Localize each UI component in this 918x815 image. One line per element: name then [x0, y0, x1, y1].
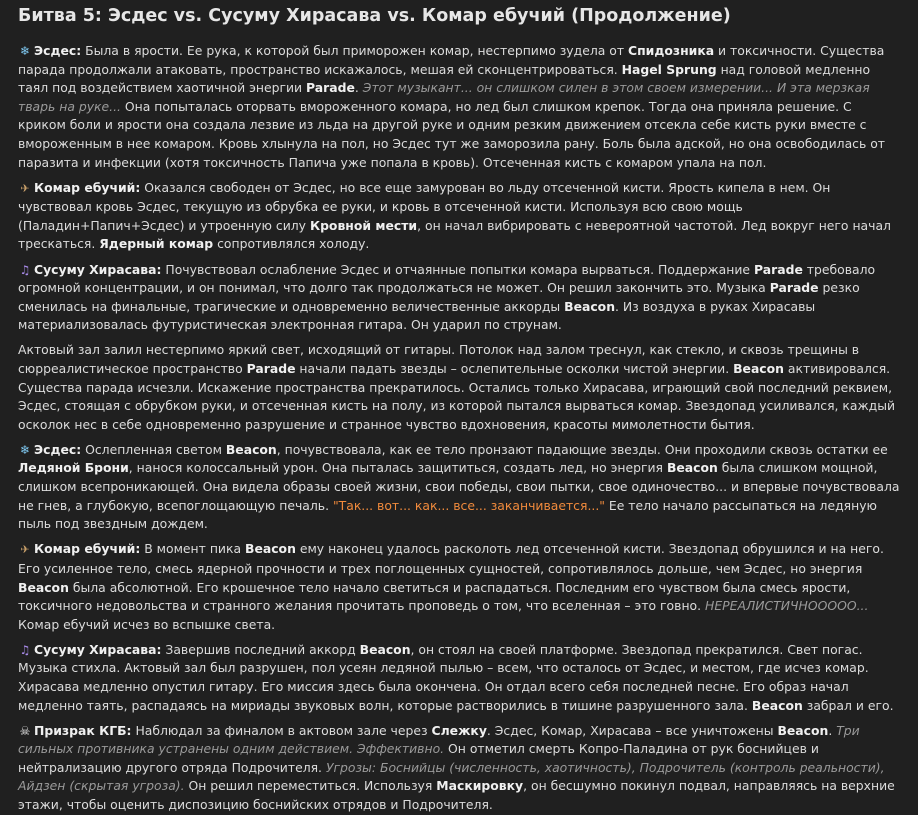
- speaker-label: Сусуму Хирасава:: [34, 261, 162, 277]
- bold-term: Ядерный комар: [99, 236, 214, 252]
- text-span: , почувствовала, как ее тело пронзают падающие звезды. Они проходили сквозь остатки ее: [276, 441, 888, 457]
- snowflake-icon: ❄: [19, 442, 31, 457]
- paragraph-ghost: [18, 722, 900, 815]
- text-span: . Из воздуха в руках Хирасавы материализовалась футуристическая электронная гитара. Он ударил по струнам.: [18, 298, 816, 333]
- text-span: .: [354, 80, 363, 96]
- speaker-label: Эсдес:: [34, 441, 82, 457]
- bold-term: Beacon: [245, 541, 296, 557]
- page-title: Битва 5: Эсдес vs. Сусуму Хирасава vs. Комар ебучий (Продолжение): [18, 6, 731, 26]
- speaker-label: Комар ебучий:: [34, 179, 141, 195]
- text-span: требовало огромной концентрации, и он понимал, что долго так продолжаться не может. Он решил закончить это. Музыка: [18, 261, 876, 296]
- bold-term: Hagel Sprung: [621, 61, 717, 77]
- text-span: активировался. Существа парада исчезли. Искажение пространства прекратилось. Остались только Хирасава, играющий свой последний реквием, Эсдес, стоящая с обрубком руки, и отсеченная кисть на полу, из которой пытался вырваться комар. Звездопад усиливался, каждый осколок нес в себе одновременно разрушение и странное чувство вдохновения, красоты мимолетности бытия.: [18, 361, 896, 432]
- text-span: Завершив последний аккорд: [161, 641, 360, 657]
- music-notes-icon: ♫: [19, 262, 31, 277]
- text-span: резко сменилась на финальные, трагические и одновременно величественные аккорды: [18, 280, 860, 314]
- paragraph-mosquito-1: [18, 179, 900, 254]
- paragraph-mosquito-2: [18, 540, 900, 634]
- text-span: Он отметил смерть Копро-Паладина от рук боснийцев и нейтрализацию другого отряда Подрочителя.: [18, 741, 819, 775]
- text-span: В момент пика: [140, 541, 245, 557]
- bold-term: Parade: [306, 80, 355, 96]
- paragraph-narration: [18, 341, 900, 434]
- mosquito-icon: ✈: [20, 543, 30, 557]
- bold-term: Beacon: [359, 641, 411, 657]
- speaker-label: Эсдес:: [34, 43, 82, 58]
- italic-thought: Три сильных противника устранены одним действием. Эффективно.: [18, 722, 860, 757]
- text-span: Оказался свободен от Эсдес, но все еще замурован во льду отсеченной кисти. Ярость кипела в нем. Он чувствовал кровь Эсдес, текущую из обрубка ее руки, и кровь в отсеченной кисти. Используя всю свою мощь (Паладин+Папич+Эсдес) и утроенную силу: [18, 179, 831, 233]
- text-span: Актовый зал залил нестерпимо яркий свет, исходящий от гитары. Потолок над залом треснул, как стекло, и сквозь трещины в сюрреалистическое пространство: [18, 342, 860, 376]
- paragraph-esdeath-2: [18, 441, 900, 534]
- text-span: и токсичности. Существа парада продолжали атаковать, пространство искажалось, мешая ей сконцентрироваться.: [18, 43, 885, 77]
- bold-term: Beacon: [564, 298, 616, 314]
- bold-term: Слежку: [431, 722, 487, 738]
- bold-term: Ледяной Брони: [18, 460, 129, 476]
- snowflake-icon: ❄: [19, 44, 31, 58]
- text-span: , он стоял на своей платформе. Звездопад прекратился. Свет погас. Музыка стихла. Актовый зал был разрушен, пол усеян ледяной пылью – всем, что осталось от Эсдес, и местом, где исчез комар. Хирасава медленно опустил гитару. Его миссия здесь была окончена. Он отдал всего себя последней песне. Его образ начал медленно таять, распадаясь на мириады звуковых волн, которые растворились в тишине разрушенного зала.: [18, 641, 869, 713]
- text-span: , он начал вибрировать с невероятной частотой. Лед вокруг него начал трескаться.: [18, 217, 891, 252]
- quote-text: "Так... вот... как... все... заканчивается...": [332, 497, 605, 513]
- text-span: была абсолютной. Его крошечное тело начало светиться и распадаться. Последним его чувством была смесь ярости, токсичного недовольства и странного желания прочитать проповедь о том, что вселенная – это говно.: [18, 579, 851, 614]
- paragraph-susumu-2: [18, 641, 900, 715]
- bold-term: Beacon: [225, 441, 277, 457]
- text-span: Была в ярости. Ее рука, к которой был приморожен комар, нестерпимо зудела от: [81, 43, 629, 58]
- text-span: Ее тело начало рассыпаться на ледяную пыль под звездным дождем.: [18, 497, 877, 532]
- ghost-icon: ☠: [19, 723, 31, 738]
- text-span: Он решил переместиться. Используя: [184, 778, 437, 794]
- text-span: сопротивлялся холоду.: [213, 236, 370, 252]
- mosquito-icon: ✈: [20, 181, 30, 195]
- music-notes-icon: ♫: [19, 642, 31, 657]
- text-span: Ослепленная светом: [81, 441, 226, 457]
- text-span: ему наконец удалось расколоть лед отсеченной кисти. Звездопад обрушился и на него. Его усиленное тело, смесь ядерной прочности и трех поглощенных сущностей, сопротивлялось дольше, чем Эсдес, но энергия: [18, 541, 884, 576]
- bold-term: Кровной мести: [309, 217, 418, 233]
- paragraph-susumu-1: [18, 261, 900, 335]
- paragraph-esdeath-1: [18, 42, 900, 172]
- text-span: Почувствовал ослабление Эсдес и отчаянные попытки комара вырваться. Поддержание: [161, 261, 754, 277]
- speaker-label: Комар ебучий:: [34, 541, 141, 557]
- bold-term: Beacon: [751, 697, 803, 713]
- text-span: над головой медленно таял под воздействием хаотичной энергии: [18, 61, 871, 96]
- bold-term: Parade: [769, 280, 819, 296]
- italic-thought: НЕРЕАЛИСТИЧНООООО...: [705, 598, 869, 614]
- text-span: , нанося колоссальный урон. Она пыталась защититься, создать лед, но энергия: [128, 460, 667, 476]
- text-span: Она попыталась оторвать вмороженного комара, но лед был слишком крепок. Тогда она приняла решение. С криком боли и ярости она создала лезвие из льда на другой руке и одним резким движением отсекла себе кисть руки вместе с вмороженным в нее комаром. Кровь хлынула на пол, но Эсдес тут же заморозила рану. Боль была адской, но она освободилась от паразита и инфекции (хотя токсичность Папича уже попала в кровь). Отсеченная кисть с комаром упала на пол.: [18, 98, 886, 170]
- bold-term: Beacon: [777, 722, 829, 738]
- text-span: забрал и его.: [802, 697, 894, 713]
- text-span: , он бесшумно покинул подвал, направляясь на верхние этажи, чтобы оценить диспозицию боснийских отрядов и Подрочителя.: [18, 778, 895, 813]
- italic-thought: Этот музыкант... он слишком силен в этом своем измерении... И эта мерзкая тварь на руке...: [18, 80, 870, 114]
- italic-thought: Угрозы: Боснийцы (численность, хаотичность), Подрочитель (контроль реальности), Айдзен (скрытая угроза).: [18, 759, 885, 794]
- text-span: .: [828, 722, 837, 738]
- text-span: Наблюдал за финалом в актовом зале через: [131, 722, 432, 738]
- text-span: Комар ебучий исчез во вспышке света.: [18, 616, 276, 632]
- bold-term: Parade: [754, 261, 803, 277]
- bold-term: Маскировку: [436, 778, 524, 794]
- bold-term: Beacon: [18, 579, 69, 595]
- bold-term: Beacon: [666, 460, 718, 476]
- text-span: была слишком мощной, слишком всепроникающей. Она видела образы своей жизни, свои победы, свои пытки, свое одиночество... и впервые почувствовала не гнев, а глубокую, всепоглощающую печаль.: [18, 460, 900, 513]
- text-span: . Эсдес, Комар, Хирасава – все уничтожены: [486, 722, 778, 738]
- bold-term: Parade: [246, 361, 296, 376]
- bold-term: Beacon: [733, 361, 784, 376]
- speaker-label: Сусуму Хирасава:: [34, 641, 162, 657]
- bold-term: Спидозника: [628, 43, 715, 58]
- speaker-label: Призрак КГБ:: [34, 722, 132, 738]
- text-span: начали падать звезды – ослепительные осколки чистой энергии.: [295, 361, 734, 376]
